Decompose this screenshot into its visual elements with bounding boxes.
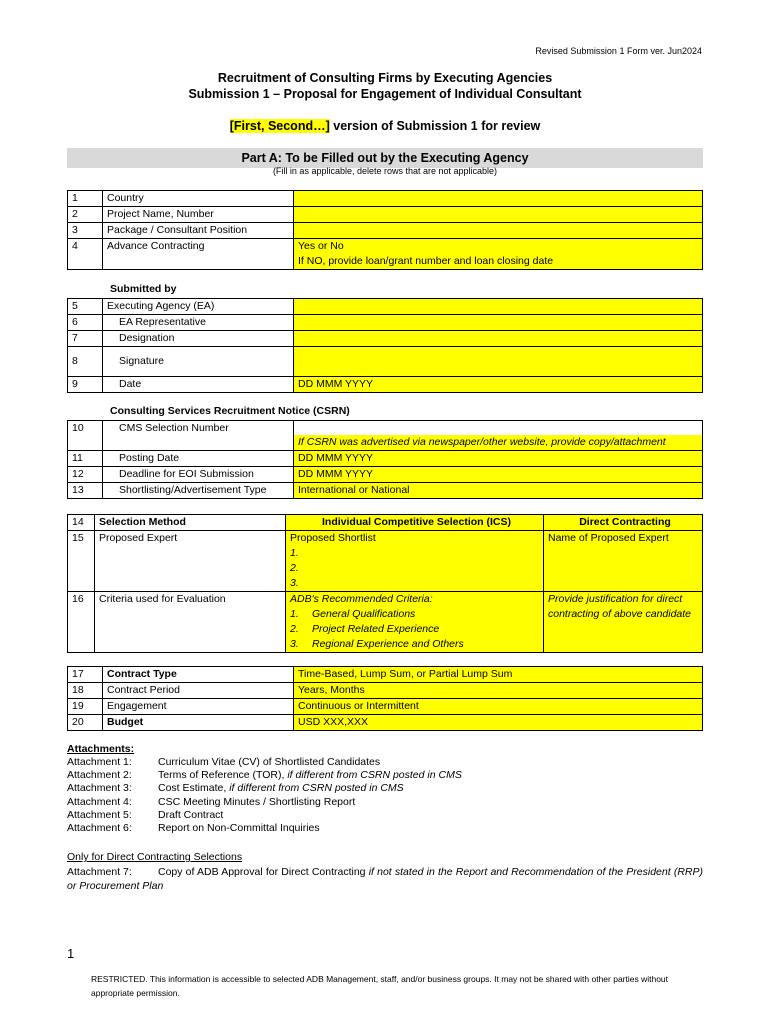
budget-field[interactable]: USD XXX,XXX xyxy=(294,715,703,731)
row-number: 7 xyxy=(68,331,103,347)
table-row xyxy=(68,592,703,653)
attachment-item xyxy=(67,782,404,794)
attachment-item xyxy=(67,809,223,821)
designation-field[interactable] xyxy=(294,331,703,347)
table-row xyxy=(68,483,703,499)
criteria-item: Project Related Experience xyxy=(312,623,440,635)
attachment-note: if different from CSRN posted in CMS xyxy=(229,782,404,794)
row-label: Signature xyxy=(119,355,164,367)
row-label: Posting Date xyxy=(119,452,180,464)
criteria-item: General Qualifications xyxy=(312,608,416,620)
attachments-heading: Attachments: xyxy=(67,743,135,755)
page-number: 1 xyxy=(67,946,75,961)
row-label: Designation xyxy=(119,332,175,344)
row-number: 16 xyxy=(68,592,95,653)
table-row xyxy=(68,467,703,483)
row-label: Project Name, Number xyxy=(103,207,294,223)
attachment-7 xyxy=(67,865,703,893)
attachment-key: Attachment 7: xyxy=(67,866,132,878)
attachment-text: Cost Estimate, xyxy=(158,782,230,794)
part-a-instruction: (Fill in as applicable, delete rows that are not applicable) xyxy=(272,166,498,176)
row-number: 1 xyxy=(68,191,103,207)
table-row xyxy=(68,347,703,377)
project-name-field[interactable] xyxy=(294,207,703,223)
table-row xyxy=(68,207,703,223)
attachment-key: Attachment 1: xyxy=(67,756,132,768)
attachment-text: CSC Meeting Minutes / Shortlisting Report xyxy=(158,796,356,808)
part-a-heading: Part A: To be Filled out by the Executing Agency xyxy=(67,148,703,168)
eoi-deadline-field[interactable]: DD MMM YYYY xyxy=(294,467,703,483)
attachment-item xyxy=(67,796,355,808)
ea-representative-field[interactable] xyxy=(294,315,703,331)
attachment-key: Attachment 3: xyxy=(67,782,132,794)
table-row xyxy=(68,377,703,393)
table-row xyxy=(68,239,703,270)
row-number: 12 xyxy=(68,467,103,483)
restricted-notice: RESTRICTED. This information is accessible to selected ADB Management, staff, and/or business groups. It may not be shared with other parties without appropriate permission. xyxy=(91,974,669,998)
revision-label: Revised Submission 1 Form ver. Jun2024 xyxy=(535,46,702,56)
row-label: Date xyxy=(119,378,142,390)
row-number: 2 xyxy=(68,207,103,223)
advance-note: If NO, provide loan/grant number and loan closing date xyxy=(298,255,554,267)
justification-field[interactable]: Provide justification for direct contracting of above candidate xyxy=(544,592,703,653)
row-number: 15 xyxy=(68,531,95,592)
row-number: 11 xyxy=(68,451,103,467)
table-row xyxy=(68,515,703,531)
row-label: Country xyxy=(103,191,294,207)
row-label: Shortlisting/Advertisement Type xyxy=(119,484,267,496)
date-field[interactable]: DD MMM YYYY xyxy=(294,377,703,393)
row-label: Criteria used for Evaluation xyxy=(95,592,286,653)
row-number: 13 xyxy=(68,483,103,499)
country-field[interactable] xyxy=(294,191,703,207)
attachment-key: Attachment 6: xyxy=(67,822,132,834)
version-text: version of Submission 1 for review xyxy=(329,119,541,133)
attachment-item xyxy=(67,822,320,834)
row-number: 19 xyxy=(68,699,103,715)
table-row xyxy=(68,315,703,331)
direct-only-heading: Only for Direct Contracting Selections xyxy=(67,851,243,863)
shortlist-title: Proposed Shortlist xyxy=(290,532,376,544)
row-number: 4 xyxy=(68,239,103,270)
shortlisting-type-field[interactable]: International or National xyxy=(294,483,703,499)
attachment-text: Copy of ADB Approval for Direct Contracting xyxy=(158,866,369,878)
attachment-note: if not stated in the Report and Recommendation of the President (RRP) or Procurement Plan xyxy=(67,866,703,892)
cms-number-field[interactable] xyxy=(294,421,702,435)
signature-field[interactable] xyxy=(294,347,703,377)
shortlist-item: 2. xyxy=(290,562,299,574)
contract-period-field[interactable]: Years, Months xyxy=(294,683,703,699)
advance-value: Yes or No xyxy=(298,240,344,252)
attachment-key: Attachment 2: xyxy=(67,769,132,781)
attachment-note: if different from CSRN posted in CMS xyxy=(287,769,462,781)
table-row xyxy=(68,223,703,239)
version-highlight: [First, Second…] xyxy=(229,119,330,133)
shortlist-item: 1. xyxy=(290,547,299,559)
table-row xyxy=(68,331,703,347)
csrn-note[interactable]: If CSRN was advertised via newspaper/other website, provide copy/attachment xyxy=(294,435,702,450)
package-field[interactable] xyxy=(294,223,703,239)
row-number: 20 xyxy=(68,715,103,731)
submitted-by-table xyxy=(67,298,703,393)
attachment-text: Curriculum Vitae (CV) of Shortlisted Candidates xyxy=(158,756,381,768)
doc-title: Recruitment of Consulting Firms by Executing Agencies xyxy=(217,71,553,85)
direct-header: Direct Contracting xyxy=(544,515,703,531)
row-number: 14 xyxy=(68,515,95,531)
row-number: 17 xyxy=(68,667,103,683)
row-label: Advance Contracting xyxy=(103,239,294,270)
row-number: 18 xyxy=(68,683,103,699)
proposed-expert-field[interactable]: Name of Proposed Expert xyxy=(544,531,703,592)
table-row xyxy=(68,699,703,715)
doc-subtitle: Submission 1 – Proposal for Engagement of Individual Consultant xyxy=(188,87,582,101)
row-number: 9 xyxy=(68,377,103,393)
table-row xyxy=(68,299,703,315)
project-info-table xyxy=(67,190,703,270)
version-line xyxy=(0,119,770,133)
row-label: Contract Period xyxy=(103,683,294,699)
criteria-title: ADB's Recommended Criteria: xyxy=(290,593,433,605)
table-row xyxy=(68,191,703,207)
row-number: 10 xyxy=(68,421,103,451)
criteria-item: Regional Experience and Others xyxy=(312,638,464,650)
shortlist-item: 3. xyxy=(290,577,299,589)
proposed-shortlist-field[interactable] xyxy=(286,531,544,592)
attachment-item xyxy=(67,769,462,781)
csrn-heading: Consulting Services Recruitment Notice (CSRN) xyxy=(110,405,350,417)
contract-type-field[interactable]: Time-Based, Lump Sum, or Partial Lump Sum xyxy=(294,667,703,683)
criteria-field[interactable]: ADB's Recommended Criteria: 1. General Qualifications 2. Project Related Experience 3. Regional Experience and Others xyxy=(286,592,544,653)
row-number: 6 xyxy=(68,315,103,331)
row-label: Deadline for EOI Submission xyxy=(119,468,254,480)
row-label: EA Representative xyxy=(119,316,206,328)
table-row xyxy=(68,531,703,592)
row-label: CMS Selection Number xyxy=(119,422,229,434)
row-number: 3 xyxy=(68,223,103,239)
contract-table xyxy=(67,666,703,731)
attachment-text: Terms of Reference (TOR), xyxy=(158,769,288,781)
table-row xyxy=(68,421,703,451)
attachment-key: Attachment 4: xyxy=(67,796,132,808)
csrn-table xyxy=(67,420,703,499)
table-row xyxy=(68,451,703,467)
advance-contracting-field[interactable] xyxy=(294,239,703,270)
attachment-item xyxy=(67,756,380,768)
row-label: Proposed Expert xyxy=(95,531,286,592)
row-label: Budget xyxy=(103,715,294,731)
table-row xyxy=(68,683,703,699)
attachment-text: Draft Contract xyxy=(158,809,224,821)
selection-table xyxy=(67,514,703,653)
ics-header: Individual Competitive Selection (ICS) xyxy=(286,515,544,531)
row-label: Contract Type xyxy=(103,667,294,683)
attachment-text: Report on Non-Committal Inquiries xyxy=(158,822,320,834)
executing-agency-field[interactable] xyxy=(294,299,703,315)
table-row xyxy=(68,667,703,683)
engagement-field[interactable]: Continuous or Intermittent xyxy=(294,699,703,715)
row-label: Selection Method xyxy=(95,515,286,531)
row-label: Executing Agency (EA) xyxy=(103,299,294,315)
row-number: 5 xyxy=(68,299,103,315)
row-label: Package / Consultant Position xyxy=(103,223,294,239)
row-number: 8 xyxy=(68,347,103,377)
posting-date-field[interactable]: DD MMM YYYY xyxy=(294,451,703,467)
table-row xyxy=(68,715,703,731)
attachment-key: Attachment 5: xyxy=(67,809,132,821)
row-label: Engagement xyxy=(103,699,294,715)
submitted-by-heading: Submitted by xyxy=(110,283,177,295)
cms-number-cell xyxy=(294,421,703,451)
